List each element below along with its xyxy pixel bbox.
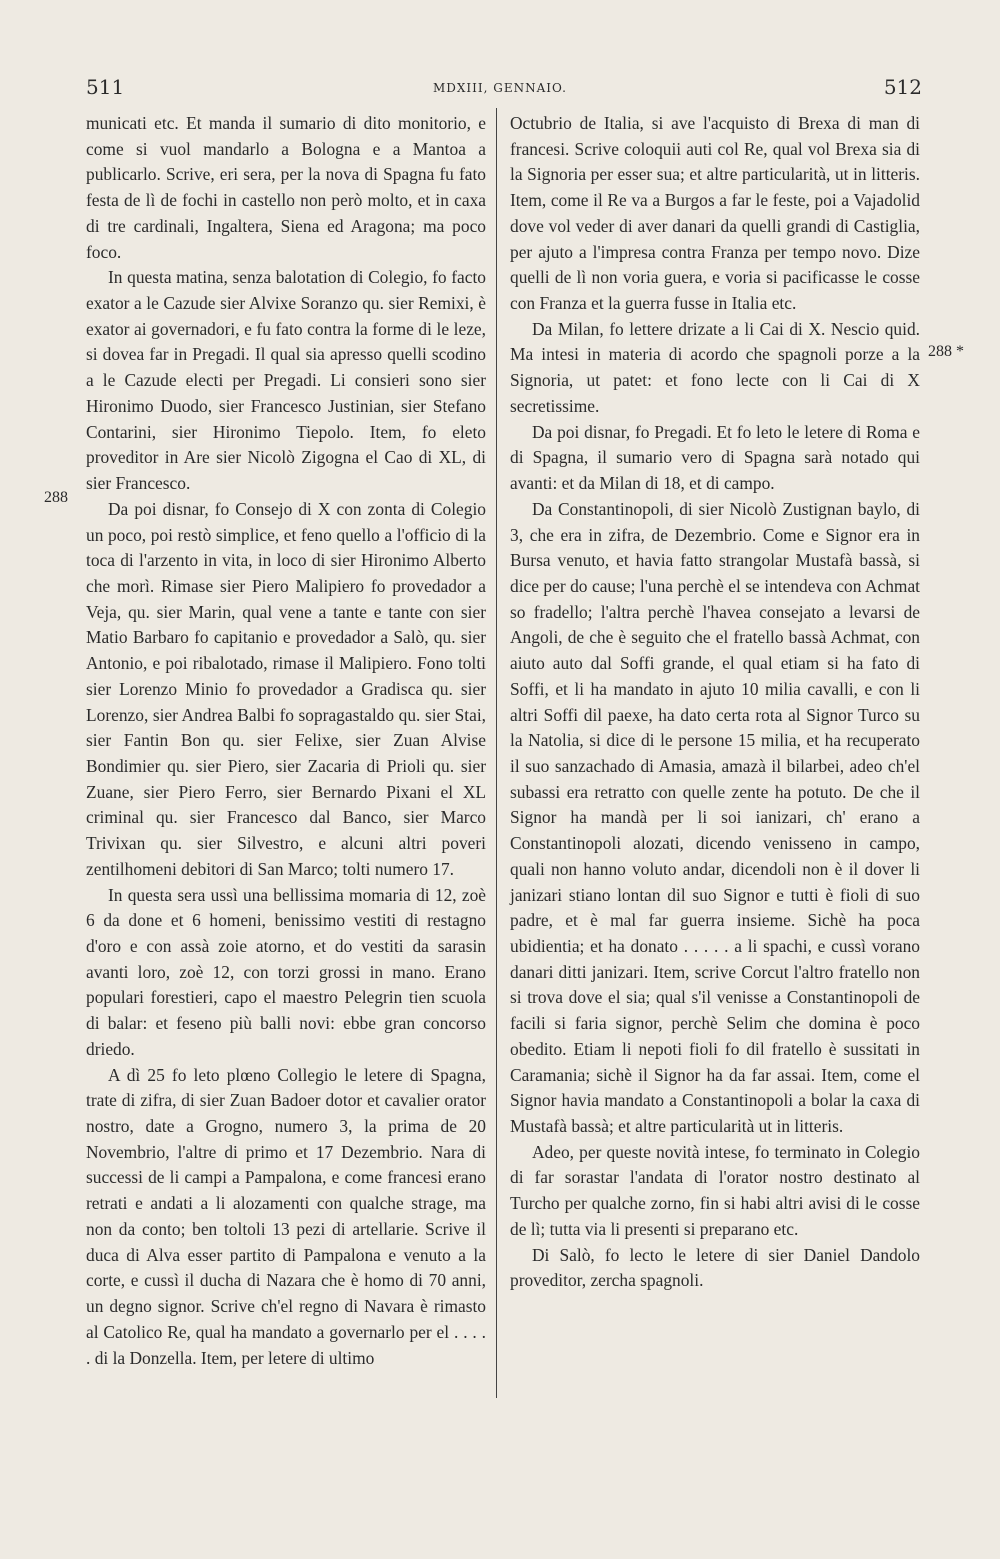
paragraph: Da Constantinopoli, di sier Nicolò Zustignan baylo, di 3, che era in zifra, de Dezembrio. Come e Signor era in Bursa venuto, et havia fatto strangolar Mustafà bassà, si dice per do cause; l'una perchè el se intendeva con Achmat so fradello; l'altra perchè l'havea consejato a levarsi de Angoli, de che è seguito che el fratello bassà Achmat, con aiuto auto dal Soffi grande, el qual etiam si ha fato di Soffi, et li ha mandato in ajuto 10 milia cavalli, e con li altri Soffi dil paexe, ha dato certa rota al Signor Turco su la Natolia, si dice di le persone 15 milia, et ha recuperato il suo sanzachado di Amasia, amazà il bilarbei, adeo ch'el subassi era retratto con quelle zente ha potuto. De che il Signor ha mandà per li soi ianizari, ch' erano a Constantinopoli alozati, dicendo venisseno in campo, quali non hanno voluto andar, dicendoli non è il dover li janizari stiano lontan dil suo Signor e tutti è fioli di suo padre, et è mal far guerra insieme. Sichè ha poca ubidientia; et ha donato . . . . . a li spachi, e cussì vorano danari ditti janizari. Item, scrive Corcut l'altro fratello non si trova dove el sia; qual s'il venisse a Constantinopoli de facili si faria signor, perchè Selim che domina è poco obedito. Etiam li nepoti fioli fo dil fratello è sussitati in Caramania; sichè il Signor ha da far assai. Item, come el Signor havia mandato a Constantinopoli a bolar la caxa di Mustafà bassà; et altre particularità ut in litteris. (510, 498, 920, 1137)
page-number-right: 512 (883, 75, 922, 99)
running-head: MDXIII, GENNAIO. (432, 81, 567, 95)
right-column (510, 111, 920, 1294)
paragraph: A dì 25 fo leto plœno Collegio le letere di Spagna, trate di zifra, di sier Zuan Badoer dotor et cavalier orator nostro, date a Grogno, numero 3, la prima de 20 Novembrio, l'altre di primo et 17 Dezembrio. Nara di successi de li campi a Pampalona, e come francesi erano retrati e andati a li alozamenti con qualche strage, ma non da conto; ben toltoli 13 pezi di artellarie. Scrive il duca di Alva esser partito di Pampalona e venuto a la corte, e cussì il ducha di Nazara che è homo di 70 anni, un degno signor. Scrive ch'el regno di Navara è rimasto al Catolico Re, qual ha mandato a governarlo per el . . . . . di la Donzella. Item, per letere di ultimo (86, 1064, 486, 1368)
column-divider (496, 108, 497, 1398)
paragraph: municati etc. Et manda il sumario di dito monitorio, e come si vuol mandarlo a Bologna e a Mantoa a publicarlo. Scrive, eri sera, per la nova di Spagna fu fato festa de lì de fochi in castello non però molto, et in caxa di tre cardinali, Ingaltera, Siena ed Aragona; ma poco foco. (86, 113, 486, 262)
page-header (0, 75, 1000, 99)
paragraph: In questa matina, senza balotation di Colegio, fo facto exator a le Cazude sier Alvixe Soranzo qu. sier Remixi, è exator ai governadori, e fu fato contra la forme di le leze, si dovea far in Pregadi. Il qual sia apresso quelli scodino a le Cazude electi per Pregadi. Li consieri sono sier Hironimo Duodo, sier Francesco Justinian, sier Stefano Contarini, sier Hironimo Tiepolo. Item, fo eleto proveditor in Are sier Nicolò Zigogna el Cao di XL, di sier Francesco. (86, 267, 486, 494)
paragraph: Octubrio de Italia, si ave l'acquisto di Brexa di man di francesi. Scrive coloquii auti col Re, qual vol Brexa sia di la Signoria per esser sua; et altre particularità, ut in litteris. Item, come il Re va a Burgos a far le feste, poi a Vajadolid dove vol veder di aver danari da quelli grandi di Castiglia, per ajuto a l'impresa contra Franza per tempo novo. Dize quelli de lì non voria guera, e voria si pacificasse le cosse con Franza et la guerra fusse in Italia etc. (510, 113, 920, 314)
margin-note-left: 288 (44, 489, 68, 506)
paragraph: In questa sera ussì una bellissima momaria di 12, zoè 6 da done et 6 homeni, benissimo vestiti di restagno d'oro e con assà zoie atorno, et do vestiti da sarasin avanti loro, zoè 12, con torzi grossi in mano. Erano populari forestieri, capo el maestro Pelegrin tien scuola di balar: et feseno più balli novi: ebbe gran concorso driedo. (86, 884, 486, 1059)
paragraph: Da poi disnar, fo Pregadi. Et fo leto le letere di Roma e di Spagna, il sumario vero di Spagna sarà notado qui avanti: et da Milan di 18, et di campo. (510, 421, 920, 494)
paragraph: Adeo, per queste novità intese, fo terminato in Colegio di far sorastar l'andata di l'orator nostro destinato al Turcho per qualche zorno, fin si habi altri avisi di le cosse de lì; tutta via li presenti si preparano etc. (510, 1141, 920, 1239)
left-column (86, 111, 486, 1371)
paragraph: Da Milan, fo lettere drizate a li Cai di X. Nescio quid. Ma intesi in materia di acordo che spagnoli porze a la Signoria, ut patet: et fono lecte con li Cai di X secretissime. (510, 318, 920, 416)
margin-note-right: 288 * (928, 343, 964, 360)
page-number-left: 511 (86, 75, 125, 99)
paragraph: Da poi disnar, fo Consejo di X con zonta di Colegio un poco, poi restò simplice, et feno quello a l'officio di la toca di l'arzento in vita, in loco di sier Hironimo Alberto che morì. Rimase sier Piero Malipiero fo provedador a Veja, qu. sier Marin, qual vene a tante e tante con sier Matio Barbaro fo capitanio e provedador a Salò, qu. sier Antonio, e poi ribalotado, rimase il Malipiero. Fono tolti sier Lorenzo Minio fo provedador a Gradisca qu. sier Lorenzo, sier Andrea Balbi fo sopragastaldo qu. sier Stai, sier Fantin Bon qu. sier Felixe, sier Zuan Alvise Bondimier qu. sier Piero, sier Zacaria di Prioli qu. sier Zuane, sier Piero Ferro, sier Bernardo Pixani el XL criminal qu. sier Francesco dal Banco, sier Marco Trivixan qu. sier Silvestro, e alcuni altri poveri zentilhomeni debitori di San Marco; tolti numero 17. (86, 498, 486, 879)
paragraph: Di Salò, fo lecto le letere di sier Daniel Dandolo proveditor, zercha spagnoli. (510, 1244, 920, 1291)
